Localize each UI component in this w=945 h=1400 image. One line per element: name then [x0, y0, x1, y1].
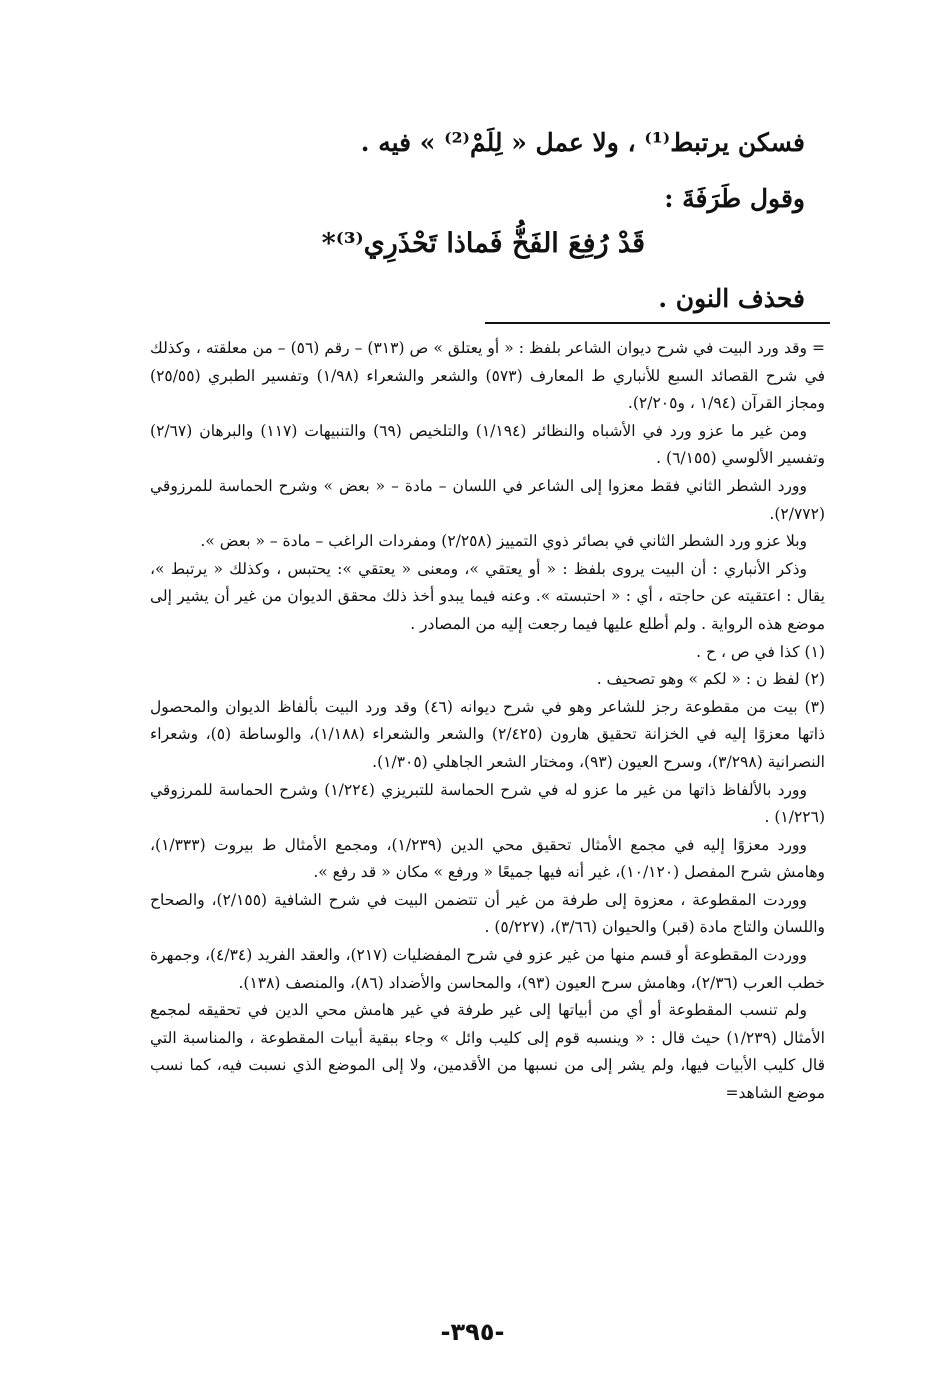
page-number: -٣٩٥- [440, 1318, 505, 1346]
footnote-2: (٢) لفظ ن : « لكم » وهو تصحيف . [596, 670, 825, 689]
footnote-paragraph: ووردت المقطوعة أو قسم منها من غير عزو في شرح المفضليات (٢١٧)، والعقد الفريد (٤/٣٤)، وجمهرة خطب العرب (٢/٣٦)، وهامش سرح العيون (٩٣)، والمحاسن والأضداد (٨٦)، والمنصف (١٣٨). [150, 946, 825, 992]
footnote-paragraph: وورد معزوًا إليه في مجمع الأمثال تحقيق محي الدين (١/٢٣٩)، ومجمع الأمثال ط بيروت (١/٣٣٣)، وهامش شرح المفصل (١٠/١٢٠)، غير أنه فيها جميعًا « ورفع » مكان « قد رفع ». [150, 835, 825, 882]
footnote-paragraph: ومن غير ما عزو ورد في الأشباه والنظائر (١/١٩٤) والتلخيص (٦٩) والتنبيهات (١١٧) والبرهان (٢/٦٧) وتفسير الألوسي (٦/١٥٥) . [150, 421, 825, 468]
main-text-line-1: فسكن يرتبط⁽¹⁾ ، ولا عمل « لِلَمْ⁽²⁾ » فيه . [360, 128, 805, 157]
footnote-paragraph: = وقد ورد البيت في شرح ديوان الشاعر بلفظ : « أو يعتلق » ص (٣١٣) – رقم (٥٦) – من معلقته ، وكذلك في شرح القصائد السبع للأنباري ط المعارف (٥٧٣) والشعر والشعراء (١/٩٨) وتفسير الطبري (٢٥/٥٥) ومجاز القرآن (١/٩٤ ، و٢/٢٠٥). [150, 339, 826, 413]
footnote-paragraph: وورد الشطر الثاني فقط معزوا إلى الشاعر في اللسان – مادة – « بعض » وشرح الحماسة للمرزوقي (٢/٧٧٢). [150, 476, 825, 523]
footnote-separator [485, 322, 830, 324]
footnote-paragraph: وذكر الأنباري : أن البيت يروى بلفظ : « أو يعتقي »، ومعنى « يعتقي »: يحتبس ، وكذلك « يرتبط »، يقال : اعتقيته عن حاجته ، أي : « احتبسته ». وعنه فيما يبدو أخذ ذلك محقق الديوان من غير أن يشير إلى موضع هذه الرواية . ولم أطلع عليها فيما رجعت إليه من المصادر . [150, 559, 825, 633]
footnote-paragraph: وورد بالألفاظ ذاتها من غير ما عزو له في شرح الحماسة للتبريزي (١/٢٢٤) وشرح الحماسة للمرزوقي (١/٢٢٦) . [150, 780, 825, 827]
verse-line: قَدْ رُفِعَ الفَخُّ فَماذا تَحْذَرِي⁽³⁾* [321, 228, 645, 259]
footnote-3: (٣) بيت من مقطوعة رجز للشاعر وهو في شرح ديوانه (٤٦) وقد ورد البيت بألفاظ الديوان والمحصول ذاتها معزوًا إليه في الخزانة تحقيق هارون (٢/٤٢٥) والشعر والشعراء (١/١٨٨)، والوساطة (٥)، وشعراء النصرانية (٣/٢٩٨)، وسرح العيون (٩٣)، ومختار الشعر الجاهلي (١/٣٠٥). [150, 697, 826, 771]
footnote-1: (١) كذا في ص ، ح . [696, 642, 825, 661]
main-text-line-4: فحذف النون . [658, 284, 805, 313]
footnote-paragraph: ووردت المقطوعة ، معزوة إلى طرفة من غير أن تتضمن البيت في شرح الشافية (٢/١٥٥)، والصحاح واللسان والتاج مادة (قبر) والحيوان (٣/٦٦)، (٥/٢٢٧) . [150, 890, 825, 937]
footnote-paragraph: وبلا عزو ورد الشطر الثاني في بصائر ذوي التمييز (٢/٢٥٨) ومفردات الراغب – مادة – « بعض ». [200, 532, 807, 551]
main-text-line-2: وقول طَرَفَةَ : [664, 184, 805, 213]
footnote-paragraph: ولم تنسب المقطوعة أو أي من أبياتها إلى غير طرفة في غير هامش محي الدين في تحقيقه لمجمع الأمثال (١/٢٣٩) حيث قال : « وينسبه قوم إلى كليب وائل » وجاء ببقية أبيات المقطوعة ، والمناسبة التي قال كليب الأبيات فيها، ولم يشر إلى من نسبها من الأقدمين، ولا إلى الموضع الذي نسبت فيه، كما نسب موضع الشاهد= [150, 1001, 825, 1103]
footnotes [150, 335, 825, 1108]
